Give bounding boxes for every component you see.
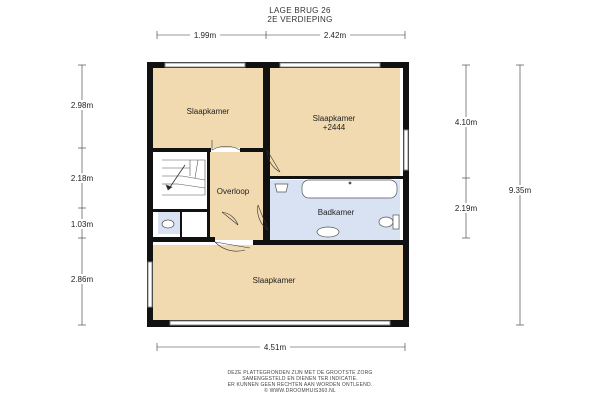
label-slaapkamer-top-right: Slaapkamer bbox=[312, 114, 356, 123]
website-credit[interactable]: © WWW.DROOMHUIS360.NL bbox=[264, 388, 336, 394]
dim-bottom-width: 4.51m bbox=[263, 343, 287, 352]
stairwell bbox=[153, 152, 208, 212]
address-title: LAGE BRUG 26 bbox=[269, 6, 331, 15]
label-slaapkamer-bottom: Slaapkamer bbox=[252, 276, 296, 285]
dim-right-1: 4.10m bbox=[454, 118, 478, 127]
dim-right-2: 2.19m bbox=[454, 204, 478, 213]
washbasin bbox=[275, 184, 288, 192]
label-room-code: +2444 bbox=[322, 123, 346, 132]
dim-left-2: 2.18m bbox=[70, 174, 94, 183]
sink bbox=[317, 227, 339, 237]
disclaimer-line-1: DEZE PLATTEGRONDEN ZIJN MET DE GROOTSTE ZORG bbox=[227, 370, 373, 376]
label-badkamer: Badkamer bbox=[317, 208, 355, 217]
dim-top-right-width: 2.42m bbox=[323, 31, 347, 40]
room-overloop bbox=[210, 152, 265, 240]
dim-top-left-width: 1.99m bbox=[193, 31, 217, 40]
wc bbox=[162, 220, 174, 228]
floor-title: 2E VERDIEPING bbox=[267, 15, 333, 24]
dim-left-1: 2.98m bbox=[70, 101, 94, 110]
disclaimer-line-2: SAMENGESTELD EN DIENEN TER INDICATIE. bbox=[242, 376, 358, 382]
dim-left-3: 1.03m bbox=[70, 220, 94, 229]
dim-left-4: 2.86m bbox=[70, 275, 94, 284]
label-overloop: Overloop bbox=[216, 187, 250, 196]
dim-right-total: 9.35m bbox=[508, 186, 532, 195]
toilet-bowl bbox=[379, 217, 393, 227]
label-slaapkamer-top-left: Slaapkamer bbox=[186, 107, 230, 116]
disclaimer-line-3: ER KUNNEN GEEN RECHTEN AAN WORDEN ONTLEEND. bbox=[227, 382, 373, 388]
